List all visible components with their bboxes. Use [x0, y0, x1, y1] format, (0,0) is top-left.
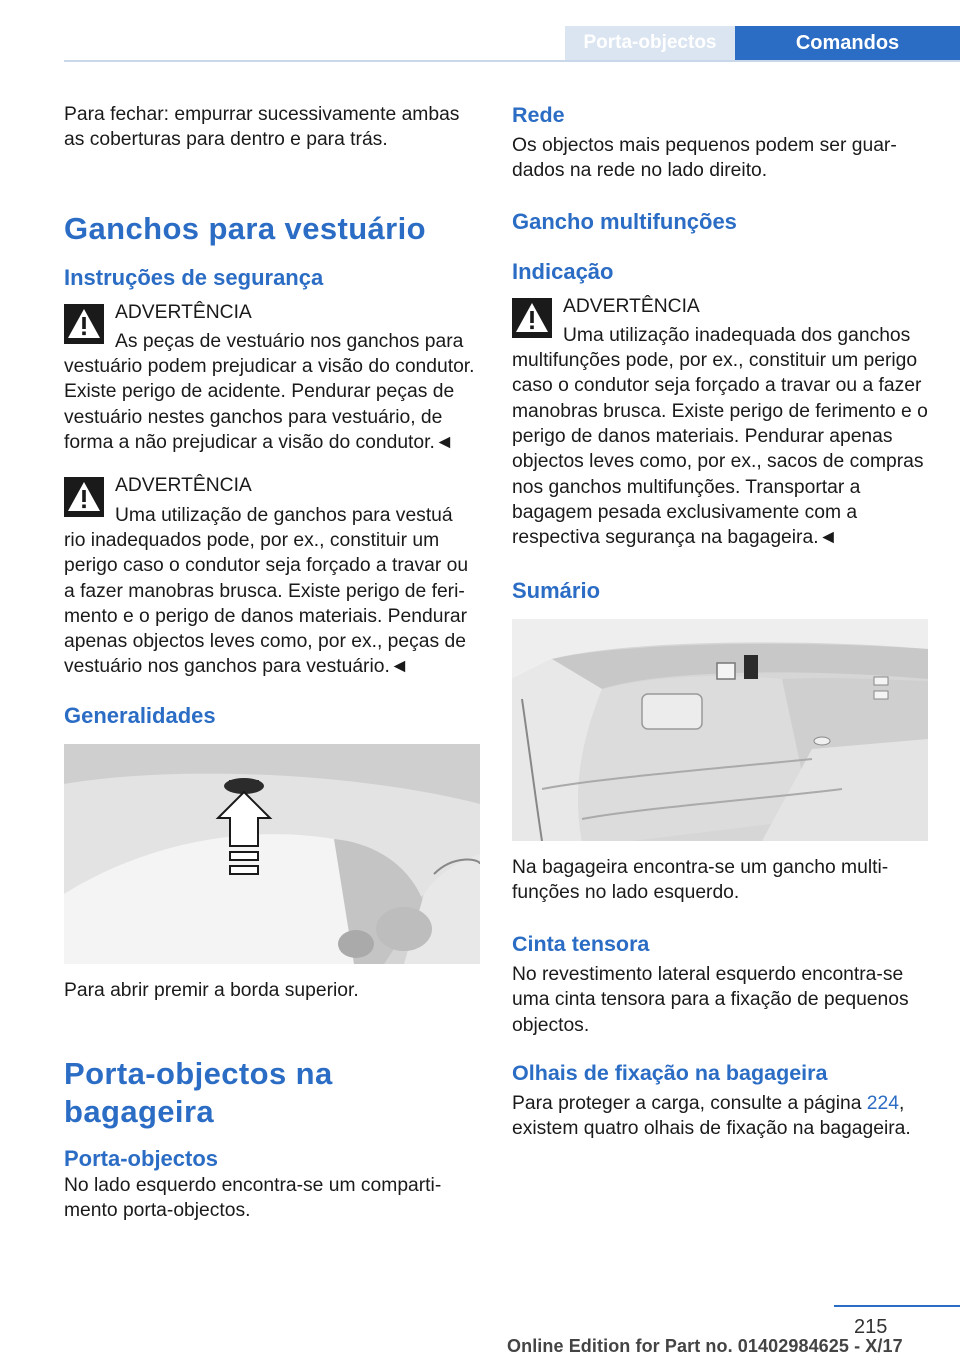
warning-text: rio inadequados pode, por ex., constituir um perigo caso o condutor seja forçado a travar ou a fazer manobras brusca. Existe perigo de ferimento e o perigo de danos materiais. Pendurar apenas objectos leves como, por ex., peças de vestuário nos ganchos para vestuário.◄ — [64, 529, 469, 678]
heading-safety-instructions: Instruções de segurança — [64, 264, 324, 290]
intro-paragraph: Para fechar: empurrar sucessivamente ambas as coberturas para dentro e para trás. — [64, 104, 460, 151]
warning-title: ADVERTÊNCIA — [563, 295, 700, 317]
section-tab: Porta-objectos — [565, 26, 735, 60]
heading-tension-strap: Cinta tensora — [512, 932, 650, 957]
page-reference-link[interactable]: 224 — [866, 1093, 899, 1115]
warning-icon — [512, 298, 552, 338]
luggage-compartment-illustration — [512, 619, 928, 841]
warning-block-3 — [512, 294, 928, 551]
warning-text-line: As peças de vestuário nos ganchos para — [115, 330, 464, 352]
heading-luggage-storage: Porta-objectos na bagageira — [64, 1056, 333, 1130]
eyelets-text-post: , existem quatro olhais de fixação na bagageira. — [512, 1093, 911, 1140]
right-column — [512, 102, 928, 1142]
warning-block-1 — [64, 300, 480, 456]
chapter-tab: Comandos — [735, 26, 960, 60]
left-column — [64, 102, 480, 1224]
heading-summary: Sumário — [512, 577, 601, 603]
heading-multifunction-hook: Gancho multifunções — [512, 208, 737, 234]
heading-general: Generalidades — [64, 702, 216, 728]
warning-text: vestuário podem prejudicar a visão do condutor. Existe perigo de acidente. Pendurar peças de vestuário nestes ganchos para vestuário, de forma a não prejudicar a visão do condutor.◄ — [64, 356, 475, 454]
figure-caption-clothes-hook: Para abrir premir a borda superior. — [64, 979, 359, 1001]
warning-block-2 — [64, 473, 480, 679]
figure-caption-luggage: Na bagageira encontra-se um gancho multifunções no lado esquerdo. — [512, 856, 889, 903]
warning-icon — [64, 477, 104, 517]
eyelets-text-pre: Para proteger a carga, consulte a página — [512, 1093, 867, 1115]
warning-text-line: Uma utilização de ganchos para vestuá — [115, 504, 453, 526]
eyelets-paragraph — [512, 1091, 928, 1142]
warning-title: ADVERTÊNCIA — [115, 475, 252, 497]
storage-paragraph: No lado esquerdo encontra-se um compartimento porta-objectos. — [64, 1175, 442, 1222]
header-divider — [64, 60, 960, 62]
clothes-hook-illustration — [64, 744, 480, 964]
edition-footer: Online Edition for Part no. 01402984625 - X/17 — [507, 1336, 903, 1356]
page-number-rule — [834, 1305, 960, 1307]
heading-clothes-hooks: Ganchos para vestuário — [64, 210, 426, 246]
figure-clothes-hook — [64, 744, 480, 964]
warning-text: multifunções pode, por ex., constituir um perigo caso o condutor seja forçado a travar ou a fazer manobras brusca. Existe perigo de ferimento e o perigo de danos materiais. Pendurar apenas objectos leves como, por ex., sacos de compras nos ganchos multifunções. Transportar a bagagem pesada exclusivamente com a respectiva segurança na bagageira.◄ — [512, 350, 928, 549]
figure-luggage-compartment — [512, 619, 928, 841]
heading-note: Indicação — [512, 258, 614, 284]
warning-text-line: Uma utilização inadequada dos ganchos — [563, 324, 911, 346]
page-number: 215 — [854, 1316, 888, 1338]
net-paragraph: Os objectos mais pequenos podem ser guardados na rede no lado direito. — [512, 135, 897, 182]
tension-strap-paragraph: No revestimento lateral esquerdo encontra-se uma cinta tensora para a fixação de pequenos objectos. — [512, 964, 909, 1036]
heading-tie-down-eyelets: Olhais de fixação na bagageira — [512, 1061, 828, 1086]
warning-icon — [64, 304, 104, 344]
heading-net: Rede — [512, 103, 565, 127]
heading-storage-compartment: Porta-objectos — [64, 1146, 219, 1172]
warning-title: ADVERTÊNCIA — [115, 301, 252, 323]
